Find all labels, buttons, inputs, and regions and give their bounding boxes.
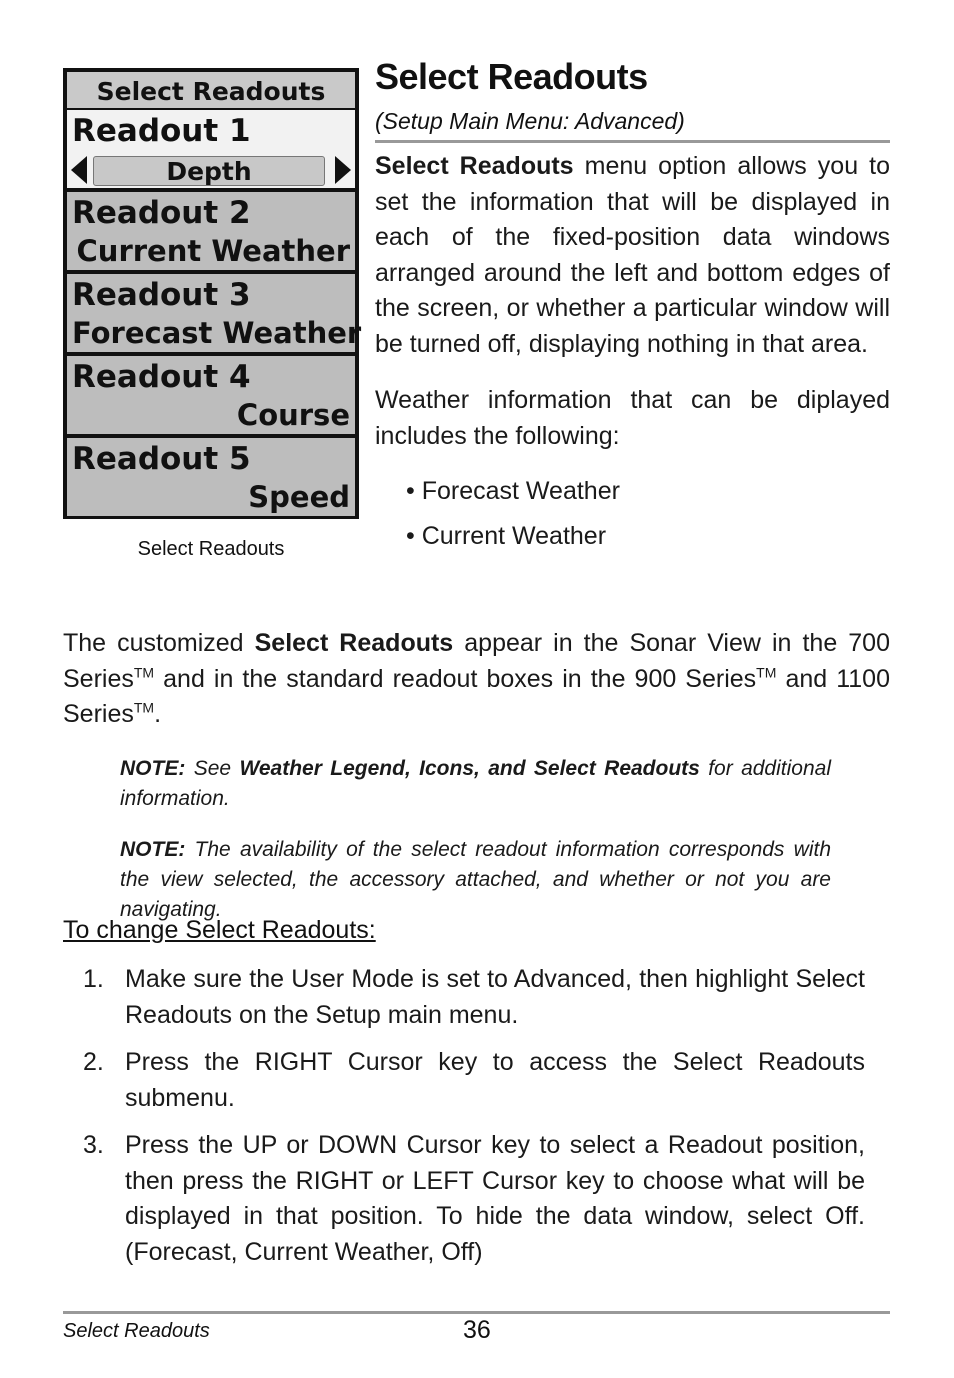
footer-divider [63, 1311, 890, 1314]
page-number: 36 [463, 1316, 491, 1344]
text-run: appear in the Sonar View in the 700 Series [63, 629, 890, 693]
trademark: TM [756, 664, 777, 681]
intro-paragraph [375, 149, 890, 362]
bullet-item: • Current Weather [406, 522, 607, 550]
menu-item-readout-3 [67, 274, 362, 352]
procedure-steps [83, 962, 865, 1282]
selected-value: Depth [93, 156, 325, 186]
menu-item-label: Readout 3 [72, 277, 251, 313]
step-item [83, 962, 865, 1033]
text-run: . [154, 700, 162, 728]
value-selector [71, 154, 351, 186]
text-run: for additional information. [120, 757, 831, 810]
customized-paragraph [63, 626, 890, 733]
step-number: 1. [83, 965, 104, 993]
note-label: NOTE: [120, 757, 186, 780]
page-subtitle: (Setup Main Menu: Advanced) [375, 108, 685, 134]
note-label: NOTE: [120, 838, 186, 861]
step-item [83, 1128, 865, 1270]
select-readouts-menu-screenshot [63, 68, 362, 519]
menu-item-readout-5 [67, 438, 355, 516]
weather-paragraph: Weather information that can be diplayed includes the following: [375, 386, 890, 450]
step-text: Press the RIGHT Cursor key to access the Select Readouts submenu. [125, 1048, 865, 1112]
figure-caption: Select Readouts [137, 538, 285, 560]
footer-section-name: Select Readouts [63, 1320, 210, 1342]
menu-title: Select Readouts [67, 72, 355, 108]
menu-item-label: Readout 1 [72, 113, 251, 149]
trademark: TM [133, 699, 155, 716]
note-2 [120, 835, 831, 925]
step-item [83, 1045, 865, 1116]
text-run: See [185, 757, 240, 780]
step-text: Make sure the User Mode is set to Advanced, then highlight Select Readouts on the Setup main menu. [125, 965, 865, 1029]
bold-run: Weather Legend, Icons, and Select Readouts [239, 757, 700, 780]
menu-item-value: Current Weather [76, 234, 350, 268]
text-run: and in the standard readout boxes in the 900 Series [154, 664, 757, 693]
intro-bold: Select Readouts [375, 152, 574, 180]
bullet-item: • Forecast Weather [406, 477, 620, 505]
menu-item-readout-4 [67, 356, 355, 434]
text-run: The customized [63, 629, 255, 657]
menu-item-value: Forecast Weather [72, 316, 362, 350]
step-number: 3. [83, 1131, 104, 1159]
menu-item-readout-2 [67, 192, 355, 270]
title-divider [375, 140, 890, 143]
trademark: TM [133, 664, 155, 681]
bold-run: Select Readouts [254, 629, 454, 657]
right-arrow-icon [335, 156, 351, 184]
text-run: The availability of the select readout information corresponds with the view selected, the accessory attached, and whether or not you are navigating. [120, 838, 831, 921]
text-run: and 1100 Series [63, 664, 890, 728]
step-text: Press the UP or DOWN Cursor key to select a Readout position, then press the RIGHT or LEFT Cursor key to choose what will be displayed in that position. To hide the data window, select Off. (Forecast, Current Weather, Off) [125, 1131, 865, 1266]
menu-item-label: Readout 2 [72, 195, 251, 231]
note-1 [120, 754, 831, 814]
menu-item-value: Course [236, 398, 350, 432]
page-title: Select Readouts [375, 56, 648, 97]
menu-item-readout-1 [67, 110, 355, 188]
intro-text: menu option allows you to set the information that will be displayed in each of the fixed-position data windows arranged around the left and bottom edges of the screen, or whether a particular window will be turned off, displaying nothing in that area. [375, 152, 890, 358]
left-arrow-icon [71, 156, 87, 184]
step-number: 2. [83, 1048, 104, 1076]
menu-item-label: Readout 4 [72, 359, 251, 395]
menu-item-label: Readout 5 [72, 441, 251, 477]
procedure-heading: To change Select Readouts: [63, 916, 376, 944]
menu-item-value: Speed [248, 480, 350, 514]
